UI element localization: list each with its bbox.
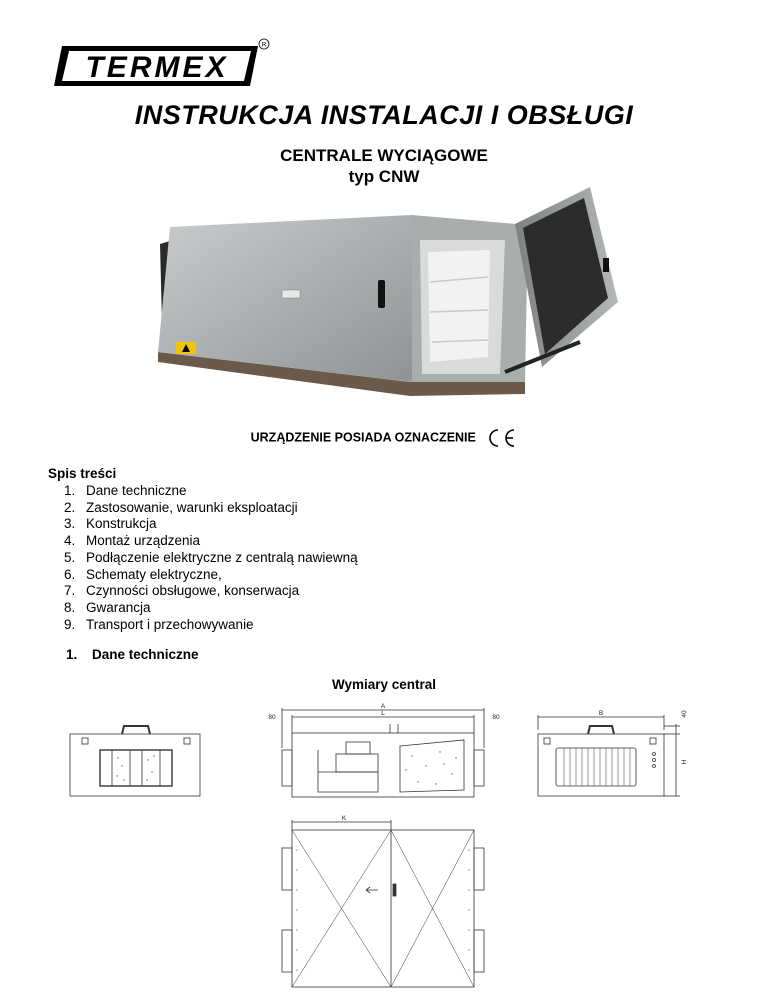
toc-label: Podłączenie elektryczne z centralą nawiewną bbox=[86, 549, 358, 565]
toc-number: 6. bbox=[64, 566, 76, 582]
list-item[interactable] bbox=[64, 617, 358, 634]
dim-label-L: L bbox=[381, 710, 385, 717]
list-item[interactable] bbox=[64, 583, 358, 600]
logo-text: TERMEX bbox=[85, 51, 229, 84]
toc-label: Schematy elektryczne, bbox=[86, 566, 222, 582]
toc-number: 4. bbox=[64, 533, 76, 549]
toc-heading: Spis treści bbox=[48, 466, 117, 481]
end-view-left bbox=[70, 726, 200, 796]
dim-label-right-80: 80 bbox=[492, 714, 500, 721]
toc-label: Konstrukcja bbox=[86, 516, 157, 532]
page-title: INSTRUKCJA INSTALACJI I OBSŁUGI bbox=[134, 100, 634, 130]
toc-label: Gwarancja bbox=[86, 599, 151, 615]
registered-mark: R bbox=[261, 41, 267, 49]
toc-label: Czynności obsługowe, konserwacja bbox=[86, 583, 300, 599]
list-item[interactable] bbox=[64, 500, 358, 517]
subtitle-line2: typ CNW bbox=[348, 167, 420, 186]
exhaust-unit-photo bbox=[150, 182, 625, 404]
list-item[interactable] bbox=[64, 550, 358, 567]
side-view-middle bbox=[268, 703, 500, 797]
dim-label-40: 40 bbox=[681, 710, 688, 718]
table-of-contents bbox=[64, 483, 358, 633]
toc-number: 3. bbox=[64, 516, 76, 532]
list-item[interactable] bbox=[64, 483, 358, 500]
section-title: Dane techniczne bbox=[92, 647, 199, 662]
list-item[interactable] bbox=[64, 600, 358, 617]
section-number: 1. bbox=[66, 647, 78, 662]
toc-label: Montaż urządzenia bbox=[86, 533, 201, 549]
ce-notice-text: URZĄDZENIE POSIADA OZNACZENIE bbox=[250, 430, 476, 445]
termex-logo bbox=[50, 38, 270, 94]
toc-number: 2. bbox=[64, 499, 76, 515]
dim-label-left-80: 80 bbox=[268, 714, 276, 721]
list-item[interactable] bbox=[64, 533, 358, 550]
toc-label: Dane techniczne bbox=[86, 483, 187, 498]
dim-label-K: K bbox=[341, 815, 347, 822]
ce-mark-icon bbox=[487, 428, 517, 448]
dim-label-A: A bbox=[380, 703, 386, 710]
toc-label: Transport i przechowywanie bbox=[86, 616, 254, 632]
dim-label-H: H bbox=[681, 759, 688, 765]
end-view-right bbox=[538, 710, 688, 796]
dim-label-B: B bbox=[598, 710, 604, 717]
list-item[interactable] bbox=[64, 516, 358, 533]
toc-label: Zastosowanie, warunki eksploatacji bbox=[86, 499, 298, 515]
subtitle-line1: CENTRALE WYCIĄGOWE bbox=[280, 146, 488, 165]
dimension-drawings bbox=[60, 700, 700, 990]
toc-number: 1. bbox=[64, 483, 76, 498]
toc-number: 8. bbox=[64, 599, 76, 615]
section-heading bbox=[66, 647, 199, 662]
toc-number: 5. bbox=[64, 549, 76, 565]
ce-notice bbox=[0, 428, 768, 448]
toc-number: 9. bbox=[64, 616, 76, 632]
dimensions-caption: Wymiary central bbox=[331, 677, 437, 692]
top-view-bottom bbox=[282, 815, 484, 987]
toc-number: 7. bbox=[64, 583, 76, 599]
list-item[interactable] bbox=[64, 567, 358, 584]
